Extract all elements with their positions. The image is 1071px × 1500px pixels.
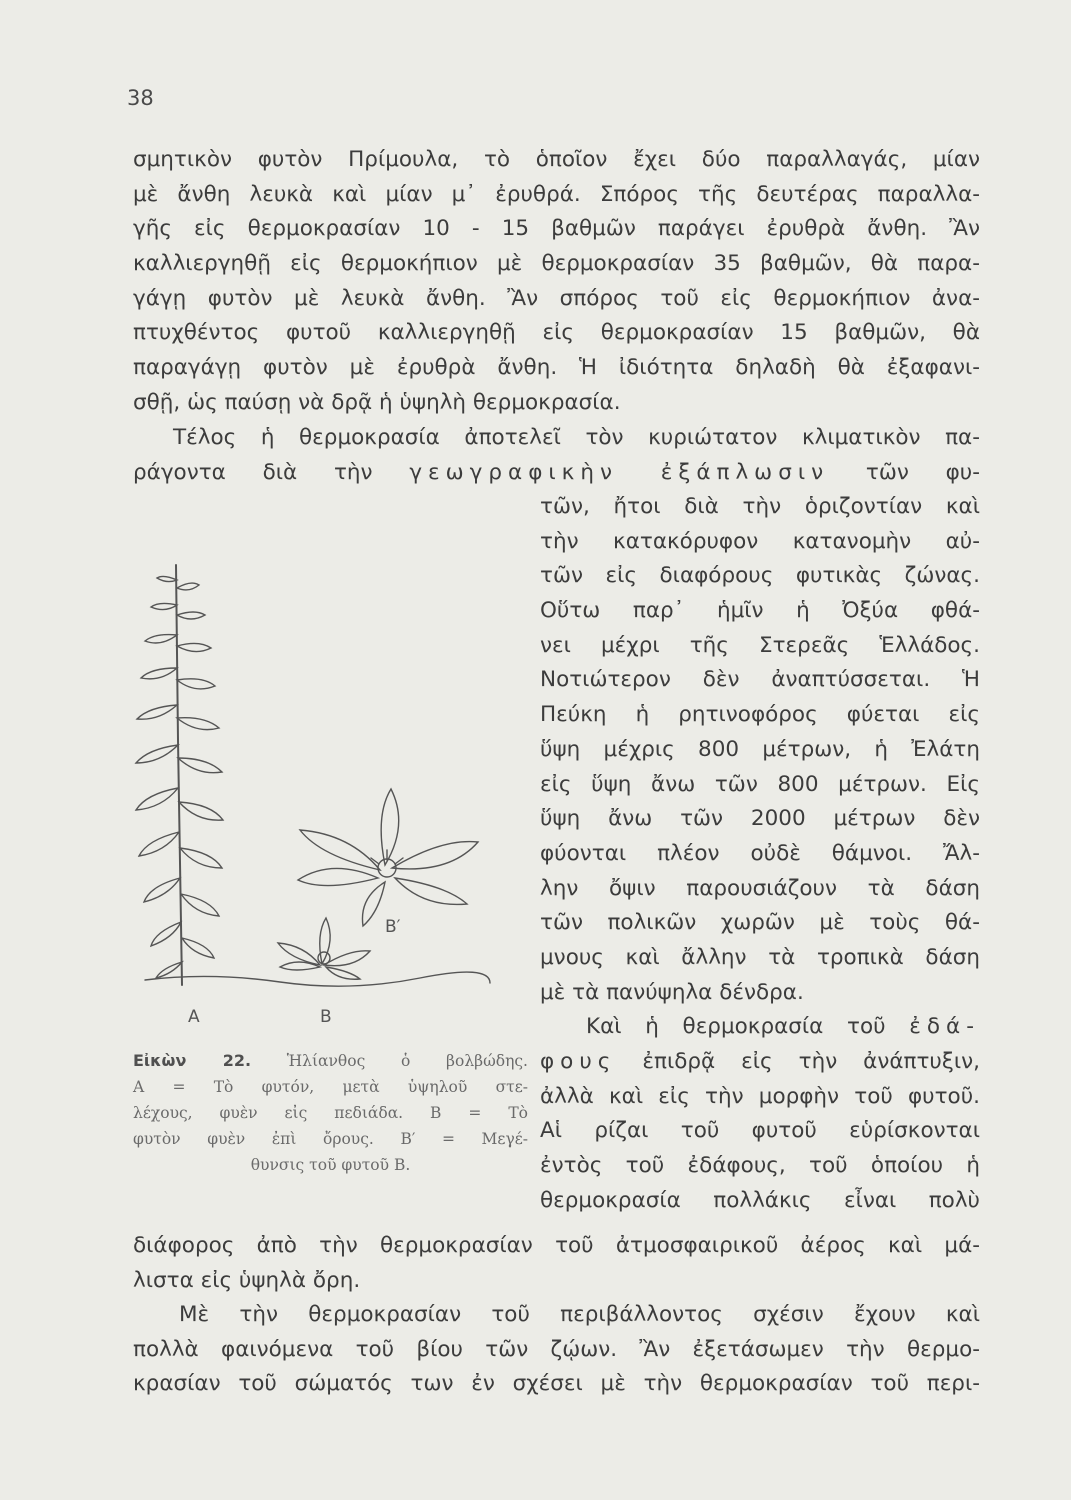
spaced-emphasis: φους — [540, 1049, 617, 1074]
text-line: μνους καὶ ἄλλην τὰ τροπικὰ δάση — [540, 944, 980, 970]
label-a: A — [188, 1007, 200, 1027]
text-span: ἐπιδρᾷ εἰς τὴν ἀνάπτυξιν, — [642, 1049, 980, 1074]
figure-plant-illustration — [130, 560, 530, 1030]
text-line: Οὕτω παρ᾽ ἡμῖν ἡ Ὀξύα φθά- — [540, 598, 980, 624]
text-line: ὕψη μέχρις 800 μέτρων, ἡ Ἐλάτη — [540, 736, 980, 762]
text-span: Καὶ ἡ θερμοκρασία τοῦ — [586, 1014, 886, 1040]
caption-line: φυτὸν φυὲν ἐπὶ ὄρους. Β′ = Μεγέ- — [133, 1130, 528, 1148]
text-line: τῶν εἰς διαφόρους φυτικὰς ζώνας. — [540, 563, 980, 589]
text-line: παραγάγῃ φυτὸν μὲ ἐρυθρὰ ἄνθη. Ἡ ἰδιότητα δηλαδὴ θὰ ἐξαφανι- — [133, 355, 980, 381]
label-b: B — [320, 1007, 332, 1027]
text-line: λην ὄψιν παρουσιάζουν τὰ δάση — [540, 875, 980, 901]
paragraph-3-continued — [133, 1229, 980, 1298]
text-line: τῶν, ἤτοι διὰ τὴν ὁριζοντίαν καὶ — [540, 494, 980, 519]
figure-caption — [133, 1048, 528, 1178]
caption-line: Α = Τὸ φυτόν, μετὰ ὑψηλοῦ στε- — [133, 1078, 528, 1096]
paragraph-2-right-column — [540, 490, 980, 1218]
caption-line — [133, 1048, 528, 1074]
text-line: μὲ τὰ πανύψηλα δένδρα. — [540, 979, 804, 1005]
caption-line: λέχους, φυὲν εἰς πεδιάδα. Β = Τὸ — [133, 1104, 528, 1122]
spaced-emphasis: ἐδά- — [909, 1014, 980, 1040]
plant-b-rosette — [278, 918, 370, 979]
paragraph-4 — [133, 1298, 980, 1402]
caption-text: Ἡλίανθος ὁ βολβώδης. — [286, 1052, 528, 1070]
text-line: καλλιεργηθῇ εἰς θερμοκήπιον μὲ θερμοκρασίαν 35 βαθμῶν, θὰ παρα- — [133, 251, 980, 277]
label-b-prime: B′ — [385, 917, 401, 937]
page-number: 38 — [127, 86, 154, 110]
text-line: ἐντὸς τοῦ ἐδάφους, τοῦ ὁποίου ἡ — [540, 1153, 980, 1179]
text-line: διάφορος ἀπὸ τὴν θερμοκρασίαν τοῦ ἀτμοσφαιρικοῦ ἀέρος καὶ μά- — [133, 1233, 980, 1258]
text-line: πολλὰ φαινόμενα τοῦ βίου τῶν ζῴων. Ἂν ἐξετάσωμεν τὴν θερμο- — [133, 1336, 980, 1362]
text-line: μὲ ἄνθη λευκὰ καὶ μίαν μ᾽ ἐρυθρά. Σπόρος τῆς δευτέρας παραλλα- — [133, 181, 980, 207]
text-line: ὕψη ἄνω τῶν 2000 μέτρων δὲν — [540, 806, 980, 832]
ground-line — [145, 972, 490, 986]
caption-title: Εἰκὼν 22. — [133, 1051, 252, 1070]
text-span: τῶν φυ- — [865, 459, 980, 485]
text-line: Τέλος ἡ θερμοκρασία ἀποτελεῖ τὸν κυριώτατον κλιματικὸν πα- — [173, 425, 980, 450]
text-line: τῶν πολικῶν χωρῶν μὲ τοὺς θά- — [540, 910, 980, 936]
text-line-spaced — [133, 456, 980, 491]
text-span: ράγοντα διὰ τὴν — [133, 459, 373, 485]
plant-drawing — [130, 560, 530, 1030]
text-line: ἀλλὰ καὶ εἰς τὴν μορφὴν τοῦ φυτοῦ. — [540, 1083, 980, 1109]
text-line: Νοτιώτερον δὲν ἀναπτύσσεται. Ἡ — [540, 667, 980, 693]
text-line: εἰς ὕψη ἄνω τῶν 800 μέτρων. Εἰς — [540, 771, 980, 797]
text-line: φύονται πλέον οὐδὲ θάμνοι. Ἄλ- — [540, 840, 980, 866]
text-line: θερμοκρασία πολλάκις εἶναι πολὺ — [540, 1187, 980, 1213]
text-line: κρασίαν τοῦ σώματός των ἐν σχέσει μὲ τὴν θερμοκρασίαν τοῦ περι- — [133, 1371, 980, 1397]
text-line: σμητικὸν φυτὸν Πρίμουλα, τὸ ὁποῖον ἔχει δύο παραλλαγάς, μίαν — [133, 147, 980, 172]
text-line: νει μέχρι τῆς Στερεᾶς Ἑλλάδος. — [540, 632, 980, 658]
text-line: Μὲ τὴν θερμοκρασίαν τοῦ περιβάλλοντος σχέσιν ἔχουν καὶ — [179, 1302, 980, 1327]
paragraph-1 — [133, 143, 980, 421]
text-line: σθῇ, ὡς παύσῃ νὰ δρᾷ ἡ ὑψηλὴ θερμοκρασία. — [133, 389, 621, 415]
caption-line: θυνσις τοῦ φυτοῦ Β. — [250, 1156, 411, 1174]
text-line: γάγῃ φυτὸν μὲ λευκὰ ἄνθη. Ἂν σπόρος τοῦ εἰς θερμοκήπιον ἀνα- — [133, 285, 980, 311]
text-line: λιστα εἰς ὑψηλὰ ὄρη. — [133, 1267, 361, 1293]
text-line: Πεύκη ἡ ρητινοφόρος φύεται εἰς — [540, 702, 980, 728]
text-line: Αἱ ρίζαι τοῦ φυτοῦ εὑρίσκονται — [540, 1118, 980, 1144]
text-line: γῆς εἰς θερμοκρασίαν 10 - 15 βαθμῶν παράγει ἐρυθρὰ ἄνθη. Ἂν — [133, 216, 980, 242]
text-line: πτυχθέντος φυτοῦ καλλιεργηθῇ εἰς θερμοκρασίαν 15 βαθμῶν, θὰ — [133, 320, 980, 346]
text-line-spaced — [540, 1045, 980, 1080]
paragraph-2 — [133, 421, 980, 490]
spaced-emphasis: γεωγραφικὴν ἐξάπλωσιν — [409, 459, 830, 485]
text-line: τὴν κατακόρυφον κατανομὴν αὐ- — [540, 528, 980, 554]
plant-b-prime-rosette — [298, 789, 478, 926]
text-line-spaced — [540, 1010, 980, 1045]
